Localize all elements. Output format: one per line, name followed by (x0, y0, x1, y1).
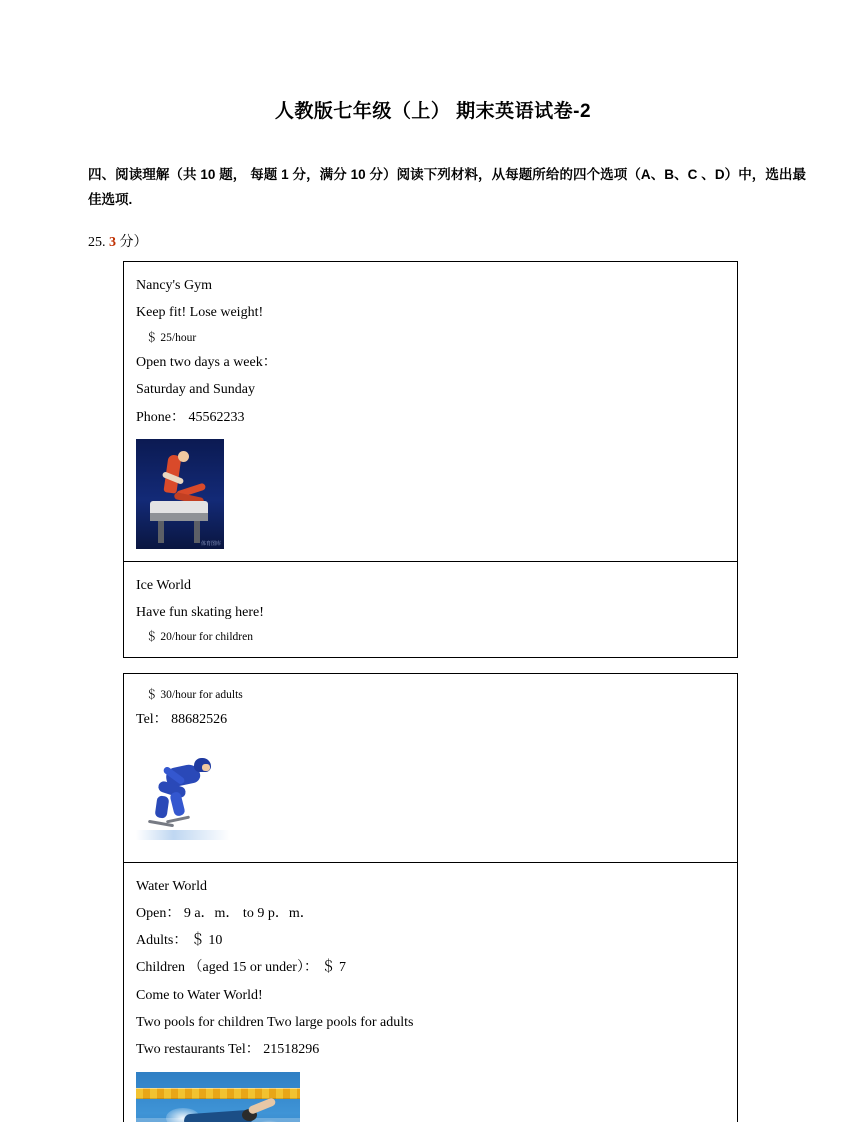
ad-line: Saturday and Sunday (136, 382, 255, 398)
question-suffix: 分） (119, 234, 148, 250)
ice-skater-photo (136, 742, 230, 850)
ad-line-pools: Two pools for children Two large pools for adults (136, 1015, 414, 1031)
ad-line-adults: Adults： ＄ 10 (136, 933, 223, 949)
ad-line: Water World (136, 878, 207, 894)
gymnast-photo: 体育图库 (136, 439, 224, 549)
question-index: 25. (88, 234, 106, 250)
question-number (88, 231, 866, 251)
ad-line: Open： 9 a．m． to 9 p．m． (136, 905, 314, 921)
ad-line-phone: Phone： 45562233 (136, 409, 245, 425)
reading-material-group (123, 261, 738, 1122)
page-title: 人教版七年级（上） 期末英语试卷-2 (274, 101, 592, 122)
section-heading: 四、阅读理解（共 10 题， 每题 1 分，满分 10 分）阅读下列材料，从每题所给的四个选项（A、B、C 、D）中，选出最佳选项. (88, 167, 806, 207)
ad-line-children: Children （aged 15 or under）： ＄ 7 (136, 960, 346, 976)
ad-ice-world-top (123, 562, 738, 658)
ad-line-restaurants: Two restaurants Tel： 21518296 (136, 1042, 320, 1058)
ad-line: Ice World (136, 577, 191, 593)
ad-ice-world-bottom (123, 673, 738, 863)
ad-line-price: ＄ 30/hour for adults (146, 688, 243, 701)
ad-spacer (123, 658, 738, 673)
ad-line-phone: Tel： 88682526 (136, 712, 228, 728)
ad-line: Come to Water World! (136, 987, 263, 1003)
ad-line: Open two days a week： (136, 354, 277, 370)
swimmer-photo (136, 1072, 300, 1122)
ad-nancys-gym (123, 261, 738, 562)
ad-line: Have fun skating here! (136, 605, 264, 621)
ad-line-price: ＄ 20/hour for children (146, 631, 253, 644)
ad-line-price: ＄ 25/hour (146, 331, 197, 344)
ad-line: Keep fit! Lose weight! (136, 305, 264, 321)
ad-line: Nancy's Gym (136, 277, 213, 293)
question-mark: 3 (109, 234, 116, 250)
ad-water-world (123, 863, 738, 1122)
